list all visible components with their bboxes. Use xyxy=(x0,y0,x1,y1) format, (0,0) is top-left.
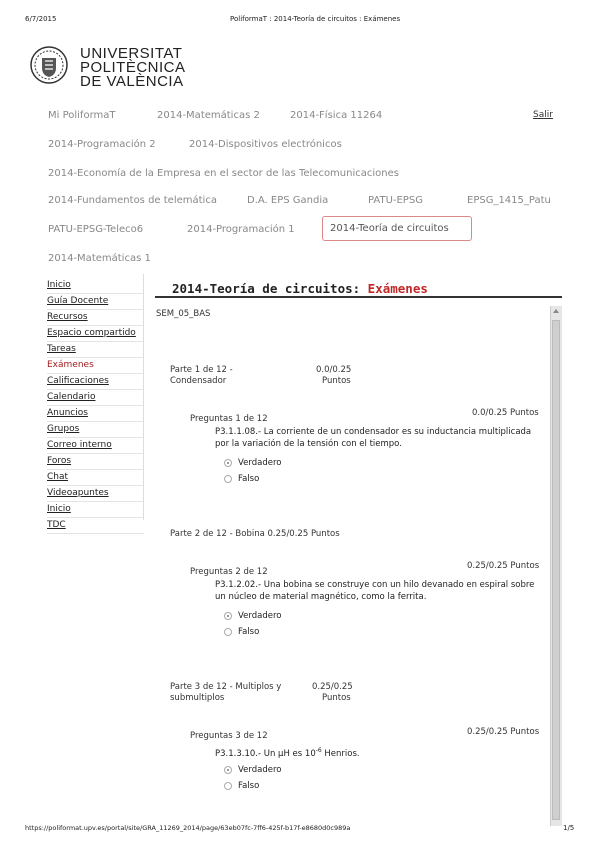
question-1-option-true[interactable] xyxy=(224,458,281,468)
exam-name: SEM_05_BAS xyxy=(156,309,211,319)
print-page-number: 1/5 xyxy=(563,824,575,832)
question-2-score: 0.25/0.25 Puntos xyxy=(467,561,540,571)
tab-epsg-1415-patu[interactable]: EPSG_1415_Patu xyxy=(467,195,551,206)
scroll-thumb[interactable] xyxy=(552,320,560,820)
question-3-text-main: P3.1.3.10.- Un µH es 10 xyxy=(215,748,316,759)
radio-icon[interactable] xyxy=(224,628,232,636)
question-3-text xyxy=(215,745,360,760)
question-1-score: 0.0/0.25 Puntos xyxy=(472,408,539,418)
page-title-tool: Exámenes xyxy=(367,281,428,296)
question-3-option-false[interactable] xyxy=(224,781,259,791)
tab-fisica[interactable]: 2014-Física 11264 xyxy=(290,110,383,121)
question-2-option-true[interactable] xyxy=(224,611,281,621)
sidebar-item-correo-interno[interactable]: Correo interno xyxy=(47,438,144,454)
question-3-text-tail: Henrios. xyxy=(321,748,360,759)
print-date: 6/7/2015 xyxy=(25,15,57,23)
question-1-option-false[interactable] xyxy=(224,474,259,484)
sidebar-divider xyxy=(143,274,144,520)
question-2-line-1: P3.1.2.02.- Una bobina se construye con un hilo devanado en espiral sobre xyxy=(215,580,535,590)
tab-da-eps-gandia[interactable]: D.A. EPS Gandia xyxy=(247,195,329,206)
sidebar-item-tdc[interactable]: TDC xyxy=(47,518,144,534)
question-3-option-true-label: Verdadero xyxy=(238,765,282,775)
sidebar-item-calificaciones[interactable]: Calificaciones xyxy=(47,374,144,390)
tab-patu-epsg-teleco6[interactable]: PATU-EPSG-Teleco6 xyxy=(48,224,144,235)
question-2-option-false[interactable] xyxy=(224,627,259,637)
print-title: PoliformaT : 2014-Teoría de circuitos : Exámenes xyxy=(230,15,401,23)
sidebar-item-anuncios[interactable]: Anuncios xyxy=(47,406,144,422)
tab-fundamentos-telematica[interactable]: 2014-Fundamentos de telemática xyxy=(48,195,217,206)
logo-line-1: UNIVERSITAT xyxy=(80,45,183,62)
part-1-score-unit: Puntos xyxy=(322,376,351,386)
radio-selected-icon[interactable] xyxy=(224,766,232,774)
question-2-line-2: un núcleo de material magnético, como la ferrita. xyxy=(215,592,427,602)
part-3-score-unit: Puntos xyxy=(322,693,351,703)
question-2-header: Preguntas 2 de 12 xyxy=(190,567,268,577)
question-2-option-false-label: Falso xyxy=(238,627,260,637)
radio-selected-icon[interactable] xyxy=(224,459,232,467)
sidebar-item-foros[interactable]: Foros xyxy=(47,454,144,470)
page-title xyxy=(172,281,428,296)
question-3-score: 0.25/0.25 Puntos xyxy=(467,727,540,737)
question-3-option-false-label: Falso xyxy=(238,781,260,791)
logout-link[interactable]: Salir xyxy=(533,110,553,120)
question-1-text xyxy=(215,426,531,450)
page-title-site: 2014-Teoría de circuitos: xyxy=(172,281,368,296)
question-2-text xyxy=(215,579,534,603)
sidebar-item-chat[interactable]: Chat xyxy=(47,470,144,486)
tab-programacion-1[interactable]: 2014-Programación 1 xyxy=(187,224,295,235)
question-1-line-2: por la variación de la tensión con el tiempo. xyxy=(215,439,402,449)
question-2-option-true-label: Verdadero xyxy=(238,611,282,621)
question-1-option-false-label: Falso xyxy=(238,474,260,484)
tool-menu xyxy=(47,278,144,534)
sidebar-item-videoapuntes[interactable]: Videoapuntes xyxy=(47,486,144,502)
radio-icon[interactable] xyxy=(224,475,232,483)
tab-programacion-2[interactable]: 2014-Programación 2 xyxy=(48,139,156,150)
question-3-option-true[interactable] xyxy=(224,765,281,775)
print-footer-url: https://poliformat.upv.es/portal/site/GRA_11269_2014/page/63eb07fc-7ff6-425f-b17f-e8680d0c989a xyxy=(25,824,351,832)
sidebar-item-calendario[interactable]: Calendario xyxy=(47,390,144,406)
tab-teoria-circuitos[interactable]: 2014-Teoría de circuitos xyxy=(322,216,472,241)
question-3-header: Preguntas 3 de 12 xyxy=(190,731,268,741)
tab-patu-epsg[interactable]: PATU-EPSG xyxy=(368,195,423,206)
question-1-line-1: P3.1.1.08.- La corriente de un condensador es su inductancia multiplicada xyxy=(215,427,532,437)
sidebar-item-recursos[interactable]: Recursos xyxy=(47,310,144,326)
tab-dispositivos[interactable]: 2014-Dispositivos electrónicos xyxy=(189,139,342,150)
upv-seal-logo xyxy=(30,46,68,84)
radio-selected-icon[interactable] xyxy=(224,612,232,620)
tab-economia[interactable]: 2014-Economía de la Empresa en el sector de las Telecomunicaciones xyxy=(48,168,399,179)
part-3-score: 0.25/0.25 xyxy=(312,682,353,692)
tab-matematicas-2[interactable]: 2014-Matemáticas 2 xyxy=(157,110,260,121)
part-1-title: Condensador xyxy=(170,376,227,386)
logo-line-2: POLITÈCNICA xyxy=(80,59,186,76)
radio-icon[interactable] xyxy=(224,782,232,790)
sidebar-item-grupos[interactable]: Grupos xyxy=(47,422,144,438)
sidebar-item-guia-docente[interactable]: Guía Docente xyxy=(47,294,144,310)
tab-matematicas-1[interactable]: 2014-Matemáticas 1 xyxy=(48,253,151,264)
university-name xyxy=(80,47,186,89)
tab-mi-poliformat[interactable]: Mi PoliformaT xyxy=(48,110,116,121)
question-1-option-true-label: Verdadero xyxy=(238,458,282,468)
sidebar-item-inicio-2[interactable]: Inicio xyxy=(47,502,144,518)
sidebar-item-espacio-compartido[interactable]: Espacio compartido xyxy=(47,326,144,342)
question-1-header: Preguntas 1 de 12 xyxy=(190,414,268,424)
part-2-label: Parte 2 de 12 - Bobina 0.25/0.25 Puntos xyxy=(170,529,340,539)
scroll-up-arrow-icon[interactable] xyxy=(553,309,559,313)
sidebar-item-tareas[interactable]: Tareas xyxy=(47,342,144,358)
sidebar-item-inicio[interactable]: Inicio xyxy=(47,278,144,294)
sidebar-item-examenes[interactable]: Exámenes xyxy=(47,358,144,374)
logo-line-3: DE VALÈNCIA xyxy=(80,73,184,90)
title-rule xyxy=(155,296,562,298)
content-scrollbar[interactable] xyxy=(550,306,562,826)
part-1-score: 0.0/0.25 xyxy=(316,365,352,375)
question-3-exponent: -6 xyxy=(315,747,322,754)
part-3-label: Parte 3 de 12 - Multiplos y xyxy=(170,682,282,692)
part-1-label: Parte 1 de 12 - xyxy=(170,365,233,375)
part-3-title: submultiplos xyxy=(170,693,225,703)
